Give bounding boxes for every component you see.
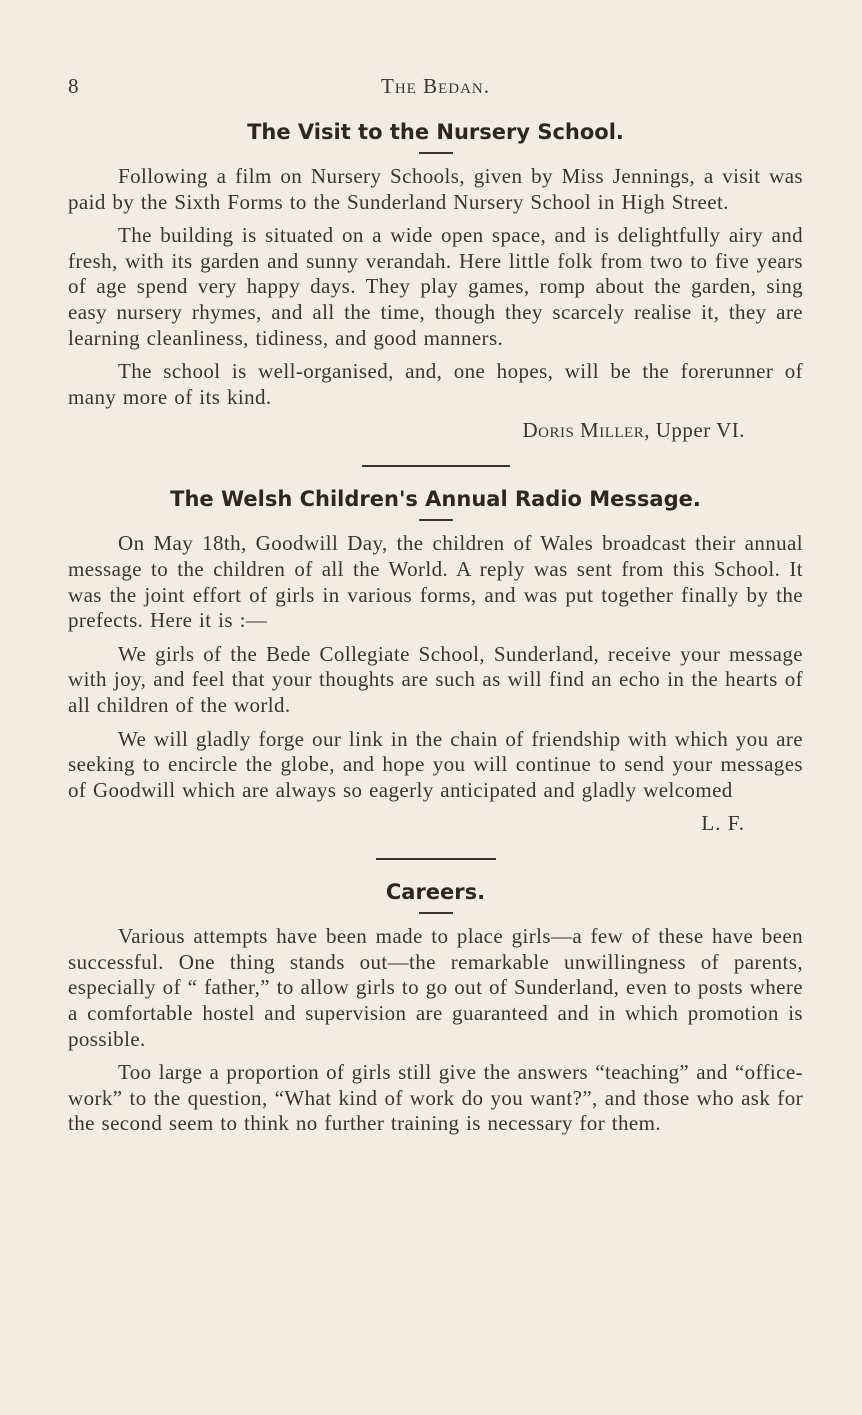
title-rule (419, 519, 453, 521)
article-paragraph: We will gladly forge our link in the chain of friendship with which you are seeking to encircle the globe, and hope you will continue to send your messages of Goodwill which are always so eagerly anticipated and gladly welcomed (68, 726, 803, 802)
article-paragraph: We girls of the Bede Collegiate School, Sunderland, receive your message with joy, and feel that your thoughts are such as will find an echo in the hearts of all children of the world. (68, 641, 803, 717)
article-paragraph: Various attempts have been made to place girls—a few of these have been successful. One thing stands out—the remarkable unwillingness of parents, especially of “ father,” to allow girls to go out of Sunderland, even to posts where a comfortable hostel and supervision are guaranteed and in which promotion is possible. (68, 924, 803, 1051)
page-number: 8 (68, 74, 80, 98)
article-title: The Visit to the Nursery School. (247, 120, 624, 144)
author-name: Doris Miller, (522, 418, 650, 443)
article-welsh-radio-message (68, 487, 803, 836)
section-divider (376, 858, 496, 860)
document-page (68, 68, 803, 1145)
title-rule (419, 152, 453, 154)
article-paragraph: On May 18th, Goodwill Day, the children of Wales broadcast their annual message to the children of all the World. A reply was sent from this School. It was the joint effort of girls in various forms, and was put together finally by the prefects. Here it is :— (68, 531, 803, 633)
section-divider (362, 465, 510, 467)
article-paragraph: Following a film on Nursery Schools, given by Miss Jennings, a visit was paid by the Sixth Forms to the Sunderland Nursery School in High Street. (68, 164, 803, 214)
signature-initials: L. F. (701, 811, 745, 836)
article-title: The Welsh Children's Annual Radio Message. (170, 487, 701, 512)
article-paragraph: Too large a proportion of girls still give the answers “teaching” and “office-work” to the question, “What kind of work do you want?”, and those who ask for the second seem to think no further training is necessary for them. (68, 1060, 803, 1136)
article-careers (68, 880, 803, 1137)
article-paragraph: The school is well-organised, and, one hopes, will be the forerunner of many more of its kind. (68, 359, 803, 409)
title-rule (419, 912, 453, 914)
article-title: Careers. (385, 880, 486, 905)
journal-title: The Bedan. (381, 74, 490, 98)
running-header (68, 68, 803, 104)
author-form: Upper VI. (655, 418, 745, 443)
article-paragraph: The building is situated on a wide open space, and is delightfully airy and fresh, with its garden and sunny verandah. Here little folk from two to five years of age spend very happy days. They play games, romp about the garden, sing easy nursery rhymes, and all the time, though they scarcely realise it, they are learning cleanliness, tidiness, and good manners. (68, 223, 803, 350)
author-byline (68, 418, 745, 443)
article-nursery-school (68, 120, 803, 443)
